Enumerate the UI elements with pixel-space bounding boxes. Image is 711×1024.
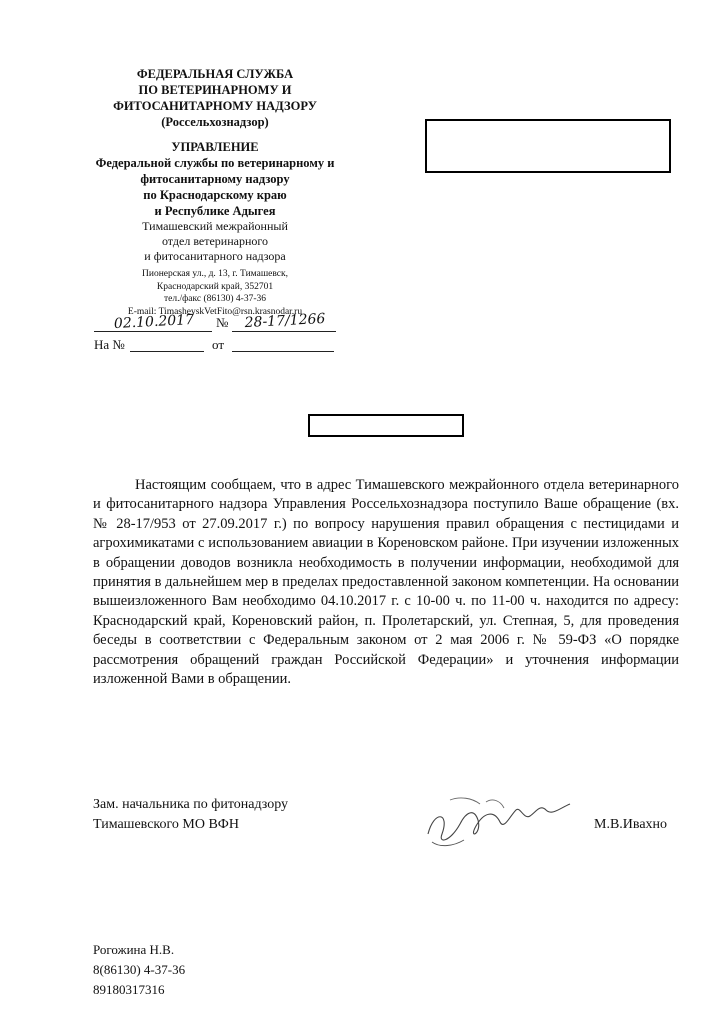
agency-line: (Россельхознадзор) [161, 115, 269, 129]
outgoing-number: 28-17/1266 [244, 310, 326, 332]
outgoing-number-label: № [216, 315, 229, 330]
agency-line: ФИТОСАНИТАРНОМУ НАДЗОРУ [113, 99, 317, 113]
signer-position-line: Тимашевского МО ВФН [93, 817, 239, 832]
address-line: Пионерская ул., д. 13, г. Тимашевск, [142, 269, 288, 279]
address-line: Краснодарский край, 352701 [156, 281, 274, 292]
letter-body [93, 476, 679, 689]
redacted-recipient-box [425, 119, 671, 173]
office-line: Тимашевский межрайонный [142, 219, 288, 233]
admin-line: и Республике Адыгея [154, 204, 276, 218]
admin-line: УПРАВЛЕНИЕ [171, 140, 259, 154]
executor-contact [93, 940, 185, 1000]
admin-line: Федеральной службы по ветеринарному и [95, 156, 335, 170]
executor-mobile: 89180317316 [93, 982, 165, 997]
office-name [70, 219, 360, 264]
executor-phone: 8(86130) 4-37-36 [93, 962, 186, 977]
incoming-date-label: от [212, 337, 225, 352]
administration-name [70, 139, 360, 219]
body-paragraph: Настоящим сообщаем, что в адрес Тимашевского межрайонного отдела ветеринарного и фитосанитарного надзора Управления Россельхознадзора поступило Ваше обращение (вх. № 28-17/953 от 27.09.2017 г.) по вопросу нарушения правил обращения с пестицидами и агрохимикатами с использованием авиации в Кореновском районе. При изучении изложенных в обращении доводов возникла необходимость в получении информации, необходимой для принятия в дальнейшем мер в пределах предоставленной законом компетенции. На основании вышеизложенного Вам необходимо 04.10.2017 г. с 10-00 ч. по 11-00 ч. находится по адресу: Краснодарский край, Кореновский район, п. Пролетарский, ул. Степная, 5, для проведения беседы в соответствии с Федеральным законом от 2 мая 2006 г. № 59-ФЗ «О порядке рассмотрения обращений граждан Российской Федерации» и уточнения информации изложенной Вами в обращении. [93, 477, 679, 688]
address-line: тел./факс (86130) 4-37-36 [164, 294, 266, 304]
incoming-number-label: На № [94, 337, 125, 352]
agency-name [70, 66, 360, 130]
office-line: и фитосанитарного надзора [144, 249, 286, 263]
address-line: E-mail: TimashevskVetFito@rsn.krasnodar.ru [127, 306, 303, 317]
agency-line: ПО ВЕТЕРИНАРНОМУ И [138, 83, 292, 97]
admin-line: по Краснодарскому краю [143, 188, 287, 202]
office-line: отдел ветеринарного [161, 234, 269, 248]
signer-name: М.В.Ивахно [594, 817, 668, 832]
redacted-salutation-box [308, 414, 464, 437]
admin-line: фитосанитарному надзору [140, 172, 290, 186]
handwritten-signature [420, 790, 590, 860]
agency-line: ФЕДЕРАЛЬНАЯ СЛУЖБА [136, 67, 294, 81]
executor-name: Рогожина Н.В. [93, 942, 175, 957]
signer-position-line: Зам. начальника по фитонадзору [93, 797, 289, 812]
outgoing-date: 02.10.2017 [113, 311, 195, 333]
signer-position [93, 795, 288, 835]
